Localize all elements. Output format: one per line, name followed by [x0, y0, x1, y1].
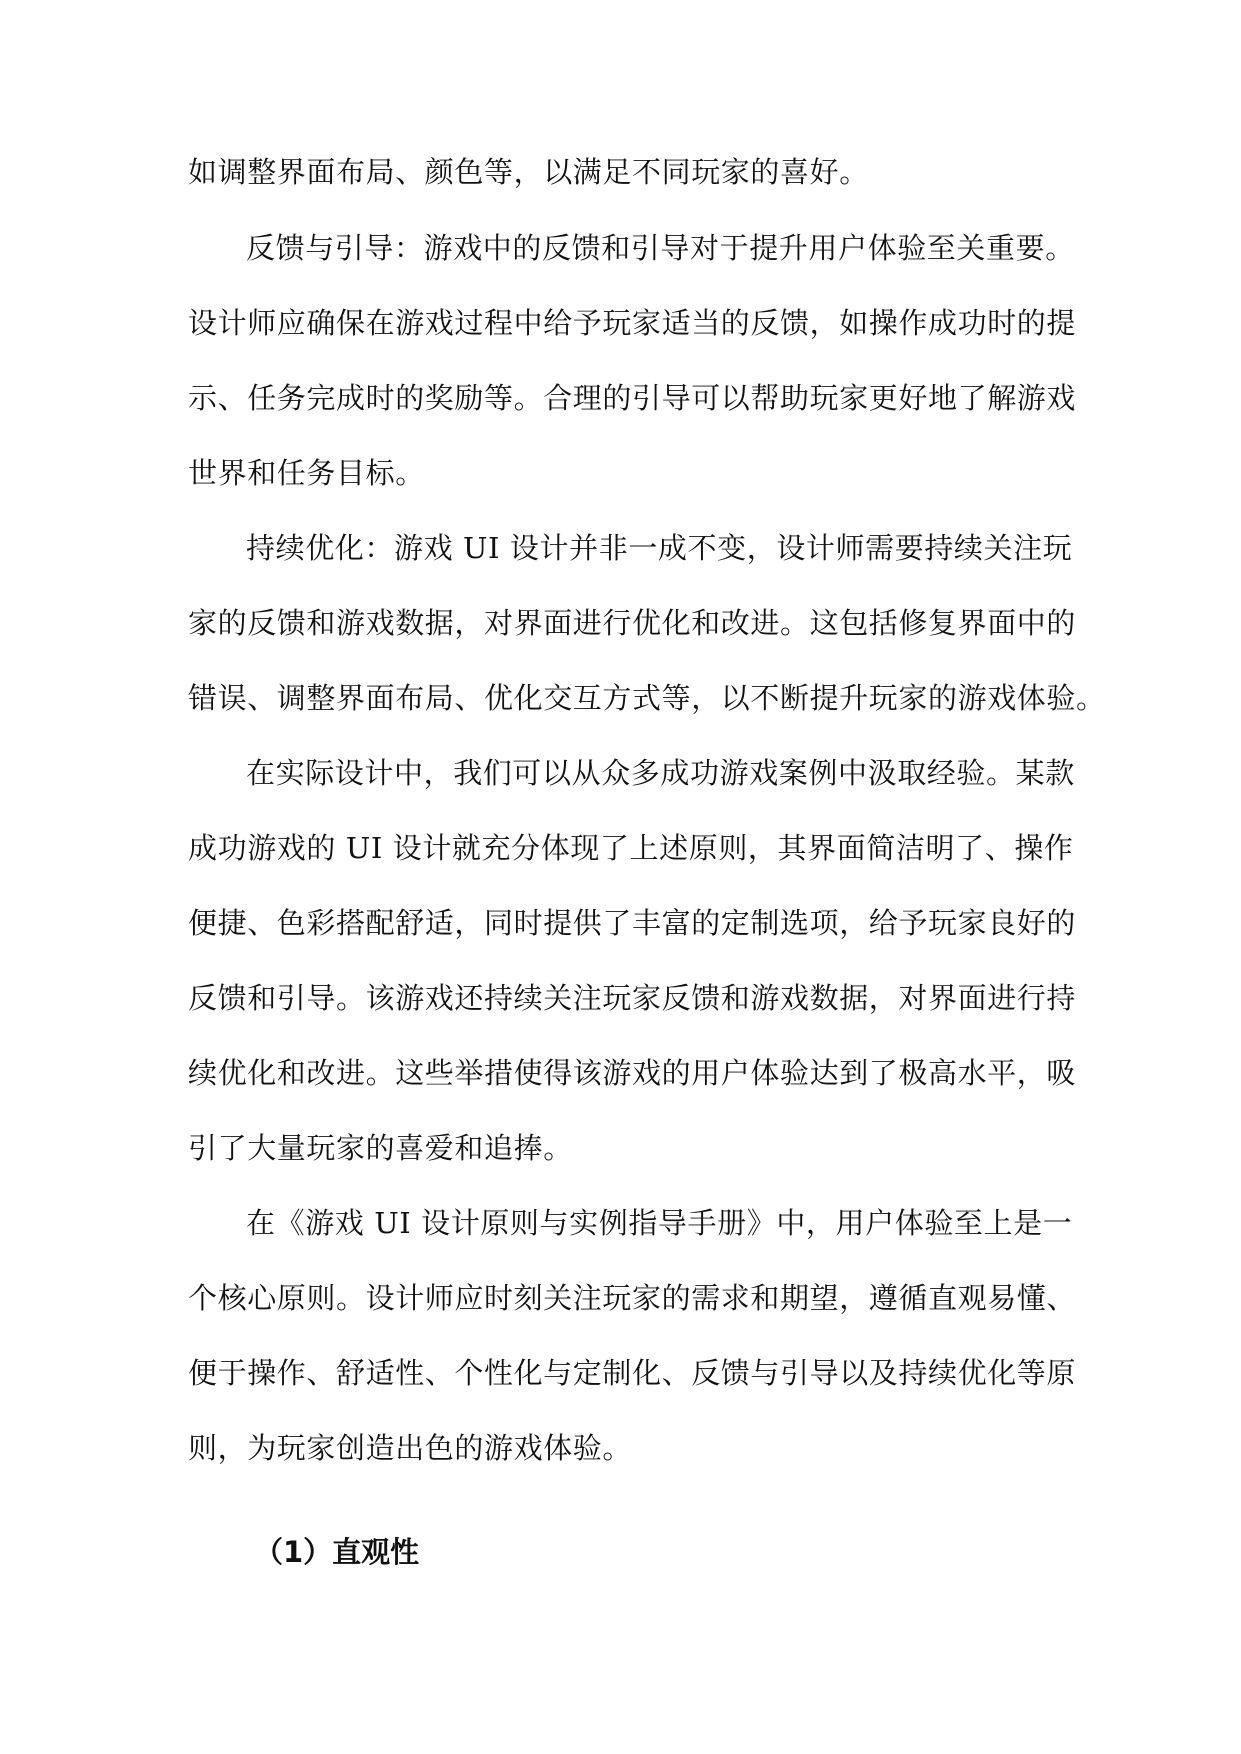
text-line: 家的反馈和游戏数据，对界面进行优化和改进。这包括修复界面中的	[188, 606, 1077, 640]
text-line: 世界和任务目标。	[188, 456, 425, 490]
text-line: 则，为玩家创造出色的游戏体验。	[188, 1431, 633, 1465]
text-line: 个核心原则。设计师应时刻关注玩家的需求和期望，遵循直观易懂、	[188, 1281, 1077, 1315]
text-line: 在实际设计中，我们可以从众多成功游戏案例中汲取经验。某款	[246, 756, 1075, 790]
text-line: 引了大量玩家的喜爱和追捧。	[188, 1131, 573, 1165]
text-line: 示、任务完成时的奖励等。合理的引导可以帮助玩家更好地了解游戏	[188, 381, 1077, 415]
text-line: 反馈与引导：游戏中的反馈和引导对于提升用户体验至关重要。	[246, 231, 1075, 265]
text-line: 反馈和引导。该游戏还持续关注玩家反馈和游戏数据，对界面进行持	[188, 981, 1077, 1015]
section-heading: （1）直观性	[254, 1535, 420, 1569]
text-line: 设计师应确保在游戏过程中给予玩家适当的反馈，如操作成功时的提	[188, 306, 1077, 340]
text-line: 成功游戏的 UI 设计就充分体现了上述原则，其界面简洁明了、操作	[188, 831, 1074, 865]
text-line: 错误、调整界面布局、优化交互方式等，以不断提升玩家的游戏体验。	[188, 681, 1106, 715]
text-line: 便于操作、舒适性、个性化与定制化、反馈与引导以及持续优化等原	[188, 1356, 1077, 1390]
text-line: 续优化和改进。这些举措使得该游戏的用户体验达到了极高水平，吸	[188, 1056, 1077, 1090]
text-line: 如调整界面布局、颜色等，以满足不同玩家的喜好。	[188, 155, 869, 189]
text-line: 在《游戏 UI 设计原则与实例指导手册》中，用户体验至上是一	[246, 1206, 1073, 1240]
text-line: 便捷、色彩搭配舒适，同时提供了丰富的定制选项，给予玩家良好的	[188, 906, 1077, 940]
text-line: 持续优化：游戏 UI 设计并非一成不变，设计师需要持续关注玩	[246, 531, 1073, 565]
